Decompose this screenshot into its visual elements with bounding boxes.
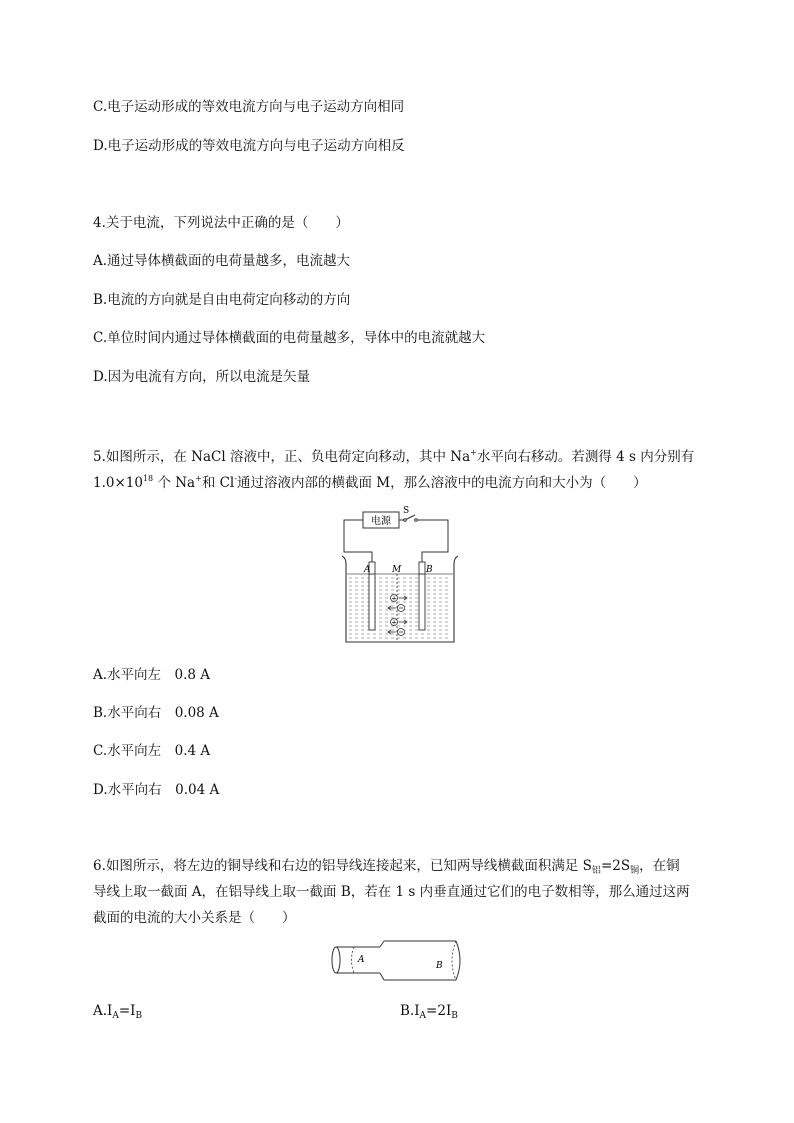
option-text: A.I: [93, 1003, 113, 1019]
electrode-b: [419, 574, 425, 630]
option-text: =2I: [426, 1003, 452, 1019]
label-b: B: [436, 961, 443, 971]
q6-stem-line2: 导线上取一截面 A，在铝导线上取一截面 B，若在 1 s 内垂直通过它们的电子数相等，那么通过这两: [93, 884, 690, 900]
q5-stem-text: 水平向右移动。若测得 4 s 内分别有: [476, 449, 695, 465]
q5-option-a: A.水平向左 0.8 A: [93, 667, 211, 683]
switch-label: S: [403, 506, 410, 516]
q5-stem-text: 通过溶液内部的横截面 M，那么溶液中的电流方向和大小为（ ）: [236, 475, 647, 491]
label-m: M: [392, 565, 402, 575]
q5-option-c: C.水平向左 0.4 A: [93, 743, 211, 759]
q5-stem-text: 个 Na: [153, 475, 196, 491]
electrode-b-top: [419, 562, 425, 574]
q6-option-b: [400, 1002, 458, 1025]
q4-option-d: D.因为电流有方向，所以电流是矢量: [93, 369, 311, 385]
copper-end: [332, 947, 340, 973]
subscript: B: [135, 1011, 143, 1021]
subscript: B: [451, 1011, 458, 1021]
svg-text:+: +: [391, 594, 397, 603]
section-a: [352, 947, 355, 973]
q3-option-d: D.电子运动形成的等效电流方向与电子运动方向相反: [93, 138, 405, 154]
label-b: B: [426, 565, 433, 575]
switch-contact: [415, 519, 418, 522]
q5-stem-text: 1.0×10: [93, 475, 143, 491]
q4-stem: 4.关于电流，下列说法中正确的是（ ）: [93, 215, 349, 231]
subscript: 铜: [630, 866, 640, 876]
q5-option-b: B.水平向右 0.08 A: [93, 705, 219, 721]
section-b: [452, 941, 456, 980]
q6-stem-text: 6.如图所示，将左边的铜导线和右边的铝导线连接起来，已知两导线横截面积满足 S: [93, 858, 592, 874]
power-source-label: 电源: [371, 516, 391, 527]
label-a: A: [364, 565, 371, 575]
q6-wire-diagram: [328, 934, 468, 986]
q5-stem-text: 5.如图所示，在 NaCl 溶液中，正、负电荷定向移动，其中 Na: [93, 449, 471, 465]
q5-option-d: D.水平向右 0.04 A: [93, 782, 220, 798]
superscript: +: [470, 448, 477, 457]
q5-stem-text: 和 Cl: [201, 475, 235, 491]
q5-stem-line1: [93, 444, 694, 466]
svg-text:+: +: [391, 618, 397, 627]
q6-option-a: [93, 1002, 142, 1025]
option-text: =I: [118, 1003, 136, 1019]
subscript: A: [419, 1011, 427, 1021]
q6-stem-text: ，在铜: [639, 858, 680, 874]
q6-stem-text: =2S: [600, 858, 631, 874]
electrode-a: [369, 574, 375, 630]
superscript: +: [195, 474, 202, 483]
aluminum-end: [456, 941, 460, 980]
q5-electrolysis-diagram: [330, 500, 470, 648]
subscript: A: [112, 1011, 119, 1021]
q4-option-a: A.通过导体横截面的电荷量越多，电流越大: [93, 253, 351, 269]
option-text: B.I: [400, 1003, 420, 1019]
label-a: A: [358, 955, 365, 965]
q3-option-c: C.电子运动形成的等效电流方向与电子运动方向相同: [93, 99, 405, 115]
ion-group: [388, 595, 407, 636]
q6-stem-line1: [93, 857, 680, 880]
q4-option-b: B.电流的方向就是自由电荷定向移动的方向: [93, 292, 351, 308]
q6-stem-line3: 截面的电流的大小关系是（ ）: [93, 910, 296, 926]
superscript: -: [234, 474, 237, 483]
q4-option-c: C.单位时间内通过导体横截面的电荷量越多，导体中的电流就越大: [93, 330, 486, 346]
subscript: 铝: [591, 866, 601, 876]
q5-stem-line2: [93, 470, 647, 492]
superscript: 18: [142, 474, 154, 483]
